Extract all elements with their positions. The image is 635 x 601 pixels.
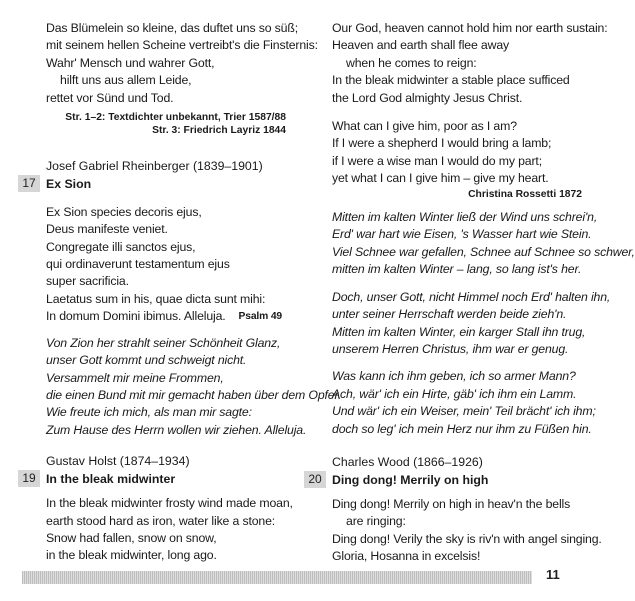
english-text: [332, 496, 602, 566]
verse-line: Was kann ich ihm geben, ich so armer Mann?: [332, 369, 576, 384]
verse-line: die einen Bund mit mir gemacht haben über dem Opfer.: [46, 387, 342, 402]
verse-line: if I were a wise man I would do my part;: [332, 153, 542, 168]
verse-line: Doch, unser Gott, nicht Himmel noch Erd' halten ihn,: [332, 289, 611, 304]
verse-line: Ding dong! Verily the sky is riv'n with angel singing.: [332, 531, 602, 546]
verse-line: Deus manifeste veniet.: [46, 222, 168, 237]
english-text: [46, 495, 293, 565]
verse-line: mitten im kalten Winter – lang, so lang ist's her.: [332, 262, 582, 277]
verse-line: Wahr' Mensch und wahrer Gott,: [46, 55, 215, 70]
author-rossetti: Christina Rossetti 1872: [468, 188, 582, 200]
stanza-de-2: [332, 289, 611, 359]
verse-line: in the bleak midwinter, long ago.: [46, 548, 217, 563]
verse-line: Erd' war hart wie Eisen, 's Wasser hart wie Stein.: [332, 227, 592, 242]
verse-line: yet what I can I give him – give my heart.: [332, 171, 549, 186]
verse-line: Our God, heaven cannot hold him nor earth sustain:: [332, 21, 608, 35]
verse-line: Wie freute ich mich, als man mir sagte:: [46, 405, 252, 420]
verse-line: Gloria, Hosanna in excelsis!: [332, 549, 481, 564]
verse-line: doch so leg' ich mein Herz nur ihm zu Füßen hin.: [332, 421, 592, 436]
verse-line: If I were a shepherd I would bring a lamb;: [332, 136, 552, 151]
right-column: [308, 20, 635, 566]
verse-line: Versammelt mir meine Frommen,: [46, 370, 224, 385]
text-attribution: Str. 3: Friedrich Layriz 1844: [152, 125, 286, 137]
verse-line-last: [46, 308, 286, 325]
text-attribution: Str. 1–2: Textdichter unbekannt, Trier 1587/88: [65, 112, 286, 124]
verse-line: Heaven and earth shall flee away: [332, 38, 510, 53]
latin-text: [46, 204, 286, 326]
verse-line: Mitten im kalten Winter, ein karger Stall ihn trug,: [332, 324, 586, 339]
verse-line: rettet vor Sünd und Tod.: [46, 90, 174, 105]
verse-line: unser Gott kommt und schweigt nicht.: [46, 353, 247, 368]
verse-line: Viel Schnee war gefallen, Schnee auf Schnee so schwer,: [332, 244, 635, 259]
verse-line: Ding dong! Merrily on high in heav'n the bells: [332, 496, 571, 511]
verse-line: the Lord God almighty Jesus Christ.: [332, 90, 523, 105]
verse-line: Laetatus sum in his, quae dicta sunt mihi:: [46, 291, 266, 306]
stanza-en-2: [332, 20, 608, 107]
verse-line: when he comes to reign:: [346, 55, 477, 70]
verse-line: Ex Sion species decoris ejus,: [46, 204, 202, 219]
track-number: 19: [18, 470, 40, 487]
verse-line: unserem Herren Christus, ihm war er genug.: [332, 341, 569, 356]
verse-line: are ringing:: [346, 514, 406, 529]
verse-text: In domum Domini ibimus. Alleluja.: [46, 309, 226, 324]
verse-line: Snow had fallen, snow on snow,: [46, 530, 217, 545]
title-text: In the bleak midwinter: [46, 472, 176, 487]
verse-line: unter seiner Herrschaft werden beide zieh'n.: [332, 307, 567, 322]
piece-title-bleak-midwinter: [22, 470, 286, 488]
verse-line: Von Zion her strahlt seiner Schönheit Glanz,: [46, 335, 281, 350]
psalm-source: Psalm 49: [238, 311, 282, 323]
verse-line: What can I give him, poor as I am?: [332, 119, 517, 134]
verse-line: hilft uns aus allem Leide,: [60, 73, 192, 88]
footer-pattern-bar: [22, 571, 532, 584]
verse-line: In the bleak midwinter frosty wind made moan,: [46, 496, 293, 511]
verse-line: Und wär' ich ein Weiser, mein' Teil brächt' ich ihm;: [332, 404, 596, 419]
stanza-de-blumelein: [46, 20, 318, 107]
verse-line: earth stood hard as iron, water like a stone:: [46, 513, 276, 528]
verse-line: Das Blümelein so kleine, das duftet uns so süß;: [46, 21, 299, 35]
track-number: 20: [304, 471, 326, 488]
piece-title-ex-sion: [22, 175, 286, 193]
composer-wood: Charles Wood (1866–1926): [332, 454, 483, 469]
verse-line: Ach, wär' ich ein Hirte, gäb' ich ihm ein Lamm.: [332, 386, 577, 401]
title-text: Ex Sion: [46, 176, 92, 191]
verse-line: In the bleak midwinter a stable place sufficed: [332, 73, 570, 88]
title-text: Ding dong! Merrily on high: [332, 472, 489, 487]
verse-line: Mitten im kalten Winter ließ der Wind uns schrei'n,: [332, 210, 598, 225]
stanza-de-1: [332, 209, 635, 279]
composer-rheinberger: Josef Gabriel Rheinberger (1839–1901): [46, 158, 263, 173]
verse-line: Zum Hause des Herrn wollen wir ziehen. Alleluja.: [46, 422, 307, 437]
page-number: 11: [546, 567, 560, 582]
verse-line: Congregate illi sanctos ejus,: [46, 239, 196, 254]
verse-line: super sacrificia.: [46, 274, 129, 289]
composer-holst: Gustav Holst (1874–1934): [46, 454, 190, 469]
verse-line: mit seinem hellen Scheine vertreibt's die Finsternis:: [46, 38, 318, 53]
stanza-en-3: [332, 118, 582, 188]
track-number: 17: [18, 175, 40, 192]
piece-title-ding-dong: [308, 471, 582, 489]
german-translation: [46, 335, 342, 439]
stanza-de-3: [332, 368, 596, 438]
verse-line: qui ordinaverunt testamentum ejus: [46, 257, 230, 272]
